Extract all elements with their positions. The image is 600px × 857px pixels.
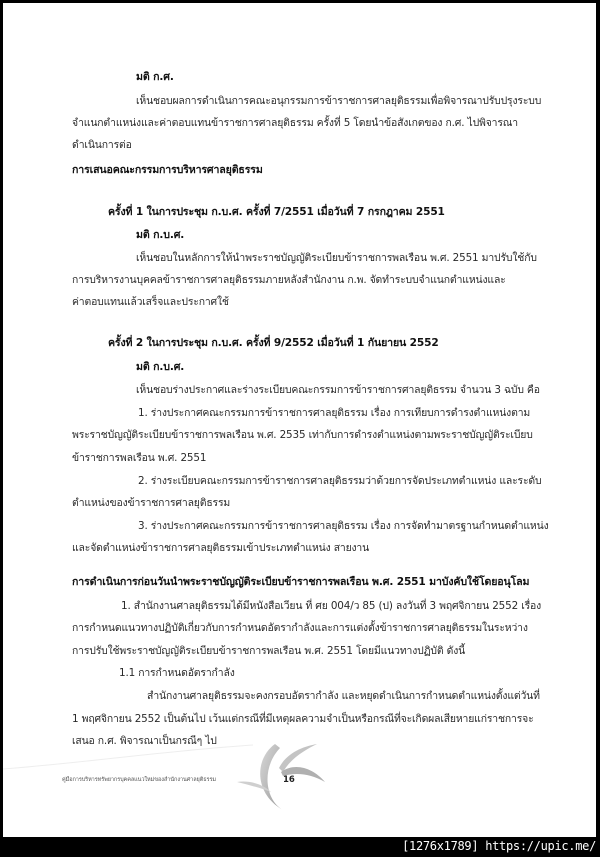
paragraph-line: การกำหนดแนวทางปฏิบัติเกี่ยวกับการกำหนดอัตรากำลังและการแต่งตั้งข้าราชการศาลยุติธรรมในระหว่าง — [72, 622, 528, 634]
list-item-line: 3. ร่างประกาศคณะกรรมการข้าราชการศาลยุติธรรม เรื่อง การจัดทำมาตรฐานกำหนดตำแหน่ง — [138, 520, 549, 532]
list-item-line: 1. ร่างประกาศคณะกรรมการข้าราชการศาลยุติธรรม เรื่อง การเทียบการดำรงตำแหน่งตาม — [138, 407, 531, 419]
paragraph-line: 1. สำนักงานศาลยุติธรรมได้มีหนังสือเวียน ที่ ศย 004/ว 85 (ป) ลงวันที่ 3 พฤศจิกายน 2552 เรื่อง — [121, 600, 542, 612]
paragraph-line: จำแนกตำแหน่งและค่าตอบแทนข้าราชการศาลยุติธรรม ครั้งที่ 5 โดยนำข้อสังเกตของ ก.ศ. ไปพิจารณา — [72, 117, 518, 129]
page-number: 16 — [283, 775, 295, 785]
resolution-label-ks: มติ ก.ศ. — [136, 71, 174, 83]
paragraph-line: ดำเนินการต่อ — [72, 139, 132, 151]
paragraph-line: การบริหารงานบุคคลข้าราชการศาลยุติธรรมภายหลังสำนักงาน ก.พ. จัดทำระบบจำแนกตำแหน่งและ — [72, 274, 506, 286]
resolution-label-kbs: มติ ก.บ.ศ. — [136, 229, 185, 241]
meeting-1-heading: ครั้งที่ 1 ในการประชุม ก.บ.ศ. ครั้งที่ 7/2551 เมื่อวันที่ 7 กรกฎาคม 2551 — [108, 206, 445, 218]
section-heading: การเสนอคณะกรรมการบริหารศาลยุติธรรม — [72, 164, 263, 176]
image-watermark: [1276x1789] https://upic.me/ — [402, 839, 596, 853]
section-heading: การดำเนินการก่อนวันนำพระราชบัญญัติระเบียบข้าราชการพลเรือน พ.ศ. 2551 มาบังคับใช้โดยอนุโลม — [72, 576, 530, 588]
paragraph-line: การปรับใช้พระราชบัญญัติระเบียบข้าราชการพลเรือน พ.ศ. 2551 โดยมีแนวทางปฏิบัติ ดังนี้ — [72, 645, 466, 657]
list-item-line: 2. ร่างระเบียบคณะกรรมการข้าราชการศาลยุติธรรมว่าด้วยการจัดประเภทตำแหน่ง และระดับ — [138, 475, 542, 487]
footer-title: คู่มือการบริหารทรัพยากรบุคคลแนวใหม่ของสำนักงานศาลยุติธรรม — [62, 777, 216, 783]
paragraph-line: เห็นชอบในหลักการให้นำพระราชบัญญัติระเบียบข้าราชการพลเรือน พ.ศ. 2551 มาปรับใช้กับ — [136, 252, 537, 264]
document-page — [3, 3, 596, 837]
paragraph-line: ค่าตอบแทนแล้วเสร็จและประกาศใช้ — [72, 296, 229, 308]
paragraph-line: เสนอ ก.ศ. พิจารณาเป็นกรณีๆ ไป — [72, 735, 217, 747]
paragraph-line: 1 พฤศจิกายน 2552 เป็นต้นไป เว้นแต่กรณีที่มีเหตุผลความจำเป็นหรือกรณีที่จะเกิดผลเสียหายแก่ราชการจะ — [72, 713, 534, 725]
resolution-label-kbs: มติ ก.บ.ศ. — [136, 361, 185, 373]
sub-item-label: 1.1 การกำหนดอัตรากำลัง — [119, 667, 235, 679]
meeting-2-heading: ครั้งที่ 2 ในการประชุม ก.บ.ศ. ครั้งที่ 9/2552 เมื่อวันที่ 1 กันยายน 2552 — [108, 337, 439, 349]
paragraph-line: เห็นชอบผลการดำเนินการคณะอนุกรรมการข้าราชการศาลยุติธรรมเพื่อพิจารณาปรับปรุงระบบ — [136, 95, 542, 107]
list-item-line: ข้าราชการพลเรือน พ.ศ. 2551 — [72, 452, 207, 464]
list-item-line: ตำแหน่งของข้าราชการศาลยุติธรรม — [72, 497, 231, 509]
paragraph-line: สำนักงานศาลยุติธรรมจะคงกรอบอัตรากำลัง และหยุดดำเนินการกำหนดตำแหน่งตั้งแต่วันที่ — [147, 690, 540, 702]
paragraph-line: เห็นชอบร่างประกาศและร่างระเบียบคณะกรรมการข้าราชการศาลยุติธรรม จำนวน 3 ฉบับ คือ — [136, 384, 540, 396]
list-item-line: พระราชบัญญัติระเบียบข้าราชการพลเรือน พ.ศ. 2535 เท่ากับการดำรงตำแหน่งตามพระราชบัญญัติระเบียบ — [72, 429, 533, 441]
list-item-line: และจัดตำแหน่งข้าราชการศาลยุติธรรมเข้าประเภทตำแหน่ง สายงาน — [72, 542, 370, 554]
decorative-line-icon — [3, 743, 253, 773]
